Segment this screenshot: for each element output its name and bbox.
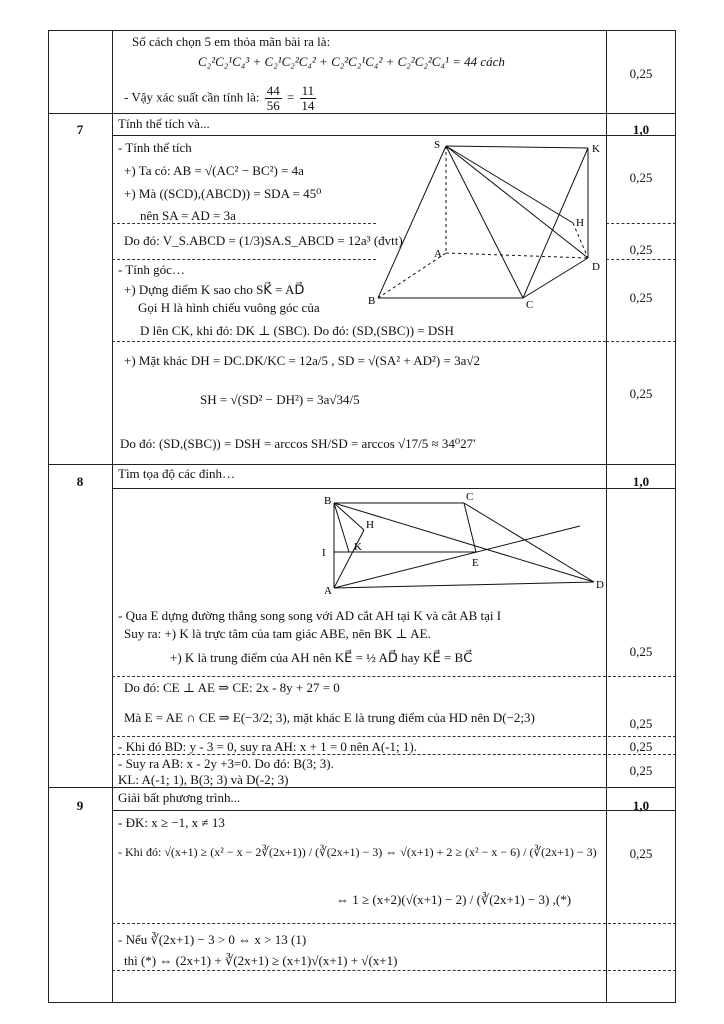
- answer-table: [48, 30, 676, 1003]
- top-formula: C₂²C₂¹C₄³ + C₂¹C₂²C₄² + C₂²C₂¹C₄² + C₂²C₂²C₄¹ = 44 cách: [198, 54, 505, 69]
- label-H: H: [366, 519, 374, 531]
- q7-line2: +) Ta có: AB = √(AC² − BC²) = 4a: [124, 163, 304, 178]
- q7-line3: +) Mà ((SCD),(ABCD)) = SDA = 45⁰: [124, 186, 322, 201]
- q7-score1: 0,25: [629, 170, 653, 185]
- q7-line5: Do đó: V_S.ABCD = (1/3)SA.S_ABCD = 12a³ (đvtt): [124, 233, 403, 248]
- edge-SK: [446, 146, 588, 148]
- label-D: D: [596, 579, 604, 591]
- q9-score1: 0,25: [629, 846, 653, 861]
- q7-score3: 0,25: [629, 290, 653, 305]
- row-sep-8: [48, 464, 676, 465]
- label-B: B: [368, 295, 376, 307]
- edge-AD: [446, 253, 588, 258]
- q9-line1: - ĐK: x ≥ −1, x ≠ 13: [118, 815, 225, 830]
- q7-dash2: [112, 259, 376, 260]
- q8-total: 1,0: [632, 474, 650, 489]
- q7-line6: - Tính góc…: [118, 262, 185, 277]
- q9-dash1: [112, 923, 676, 924]
- edge-AD: [334, 582, 594, 588]
- q7-title-sep: [112, 135, 676, 136]
- row-sep-7: [48, 113, 676, 114]
- label-E: E: [472, 557, 479, 569]
- q8-line2: Suy ra: +) K là trực tâm của tam giác ABE, nên BK ⊥ AE.: [124, 626, 431, 641]
- label-S: S: [434, 139, 441, 151]
- q7-score2: 0,25: [629, 242, 653, 257]
- q8-score2: 0,25: [629, 716, 653, 731]
- top-line1: Số cách chọn 5 em thỏa mãn bài ra là:: [132, 34, 331, 49]
- q7-total: 1,0: [632, 122, 650, 137]
- q7-line12: Do đó: (SD,(SBC)) = DSH = arccos SH/SD = arccos √17/5 ≈ 34⁰27′: [120, 436, 476, 451]
- edge-SB: [378, 146, 446, 298]
- q8-line7: - Suy ra AB: x - 2y +3=0. Do đó: B(3; 3).: [118, 756, 334, 771]
- q7-title: Tính thể tích và...: [118, 116, 210, 131]
- q7-dash3: [112, 341, 606, 342]
- row-sep-9: [48, 787, 676, 788]
- label-H: H: [576, 217, 584, 229]
- q9-number: 9: [76, 798, 84, 813]
- q9-line2: - Khi đó: √(x+1) ≥ (x² − x − 2∛(2x+1)) / (∛(2x+1) − 3) ⇔ √(x+1) + 2 ≥ (x² − x − 6) / (∛(2x+1) − 3): [118, 845, 597, 859]
- q8-line4: Do đó: CE ⊥ AE ⇒ CE: 2x - 8y + 27 = 0: [124, 680, 340, 695]
- label-B: B: [324, 495, 332, 507]
- q8-line3: +) K là trung điểm của AH nên KE⃗ = ½ AD⃗ hay KE⃗ = BC⃗: [170, 650, 473, 665]
- q7-score-dash1: [606, 223, 676, 224]
- q7-line9: D lên CK, khi đó: DK ⊥ (SBC). Do đó: (SD,(SBC)) = DSH: [140, 323, 454, 338]
- q8-dash1: [112, 676, 676, 677]
- q8-score3: 0,25: [629, 739, 653, 754]
- q7-line11: SH = √(SD² − DH²) = 3a√34/5: [200, 392, 360, 407]
- col-divider-1: [112, 30, 113, 1003]
- label-C: C: [526, 299, 534, 311]
- q8-line1: - Qua E dựng đường thẳng song song với AD cắt AH tại K và cắt AB tại I: [118, 608, 502, 623]
- q7-score-dash2: [606, 259, 676, 260]
- label-D: D: [592, 261, 600, 273]
- q9-title: Giải bất phương trình...: [118, 790, 241, 805]
- label-I: I: [322, 547, 326, 559]
- label-A: A: [434, 248, 442, 260]
- q8-score1: 0,25: [629, 644, 653, 659]
- q7-number: 7: [76, 122, 84, 137]
- q8-figure: [324, 490, 614, 600]
- q7-line1: - Tính thể tích: [118, 140, 192, 155]
- label-C: C: [466, 491, 474, 503]
- edge-SD: [446, 146, 588, 258]
- top-probability: - Vậy xác suất cần tính là: $\frac{44}{56}$ = $\frac{11}{14}$: [124, 83, 315, 113]
- q8-title: Tìm tọa độ các đỉnh…: [118, 466, 235, 481]
- q7-score4: 0,25: [629, 386, 653, 401]
- q8-title-sep: [112, 488, 676, 489]
- q9-line5: thì (*) ⇔ (2x+1) + ∛(2x+1) ≥ (x+1)√(x+1) + √(x+1): [124, 953, 398, 968]
- q8-number: 8: [76, 474, 84, 489]
- q7-score-dash3: [606, 341, 676, 342]
- q7-pyramid-figure: [368, 138, 608, 311]
- q7-line10: +) Mặt khác DH = DC.DK/KC = 12a/5 , SD = √(SA² + AD²) = 3a√2: [124, 353, 481, 368]
- q7-line4: nên SA = AD = 3a: [140, 208, 236, 223]
- q8-dash3: [112, 754, 676, 755]
- edge-BD: [334, 503, 594, 582]
- label-K: K: [592, 143, 600, 155]
- top-score: 0,25: [629, 66, 653, 81]
- label-A: A: [324, 585, 332, 597]
- edge-AH: [334, 530, 364, 588]
- q8-dash2: [112, 736, 676, 737]
- q9-line4: - Nếu ∛(2x+1) − 3 > 0 ⇔ x > 13 (1): [118, 932, 307, 947]
- q9-line3: ⇔ 1 ≥ (x+2)(√(x+1) − 2) / (∛(2x+1) − 3) ,(*): [336, 892, 572, 907]
- q9-dash2: [112, 970, 676, 971]
- edge-CD: [464, 503, 594, 582]
- edge-AE-ext: [334, 526, 580, 588]
- edge-CD: [523, 258, 588, 298]
- q8-line8: KL: A(-1; 1), B(3; 3) và D(-2; 3): [118, 772, 289, 787]
- q9-title-sep: [112, 810, 676, 811]
- q7-line7: +) Dựng điểm K sao cho SK⃗ = AD⃗: [124, 282, 305, 297]
- q8-score4: 0,25: [629, 763, 653, 778]
- label-K: K: [354, 541, 362, 553]
- q7-dash1: [112, 223, 376, 224]
- q7-line8: Gọi H là hình chiếu vuông góc của: [138, 300, 320, 315]
- q8-line6: - Khi đó BD: y - 3 = 0, suy ra AH: x + 1 = 0 nên A(-1; 1).: [118, 739, 417, 754]
- q8-line5: Mà E = AE ∩ CE ⇒ E(−3/2; 3), mặt khác E là trung điểm của HD nên D(−2;3): [124, 710, 535, 725]
- q9-total: 1,0: [632, 798, 650, 813]
